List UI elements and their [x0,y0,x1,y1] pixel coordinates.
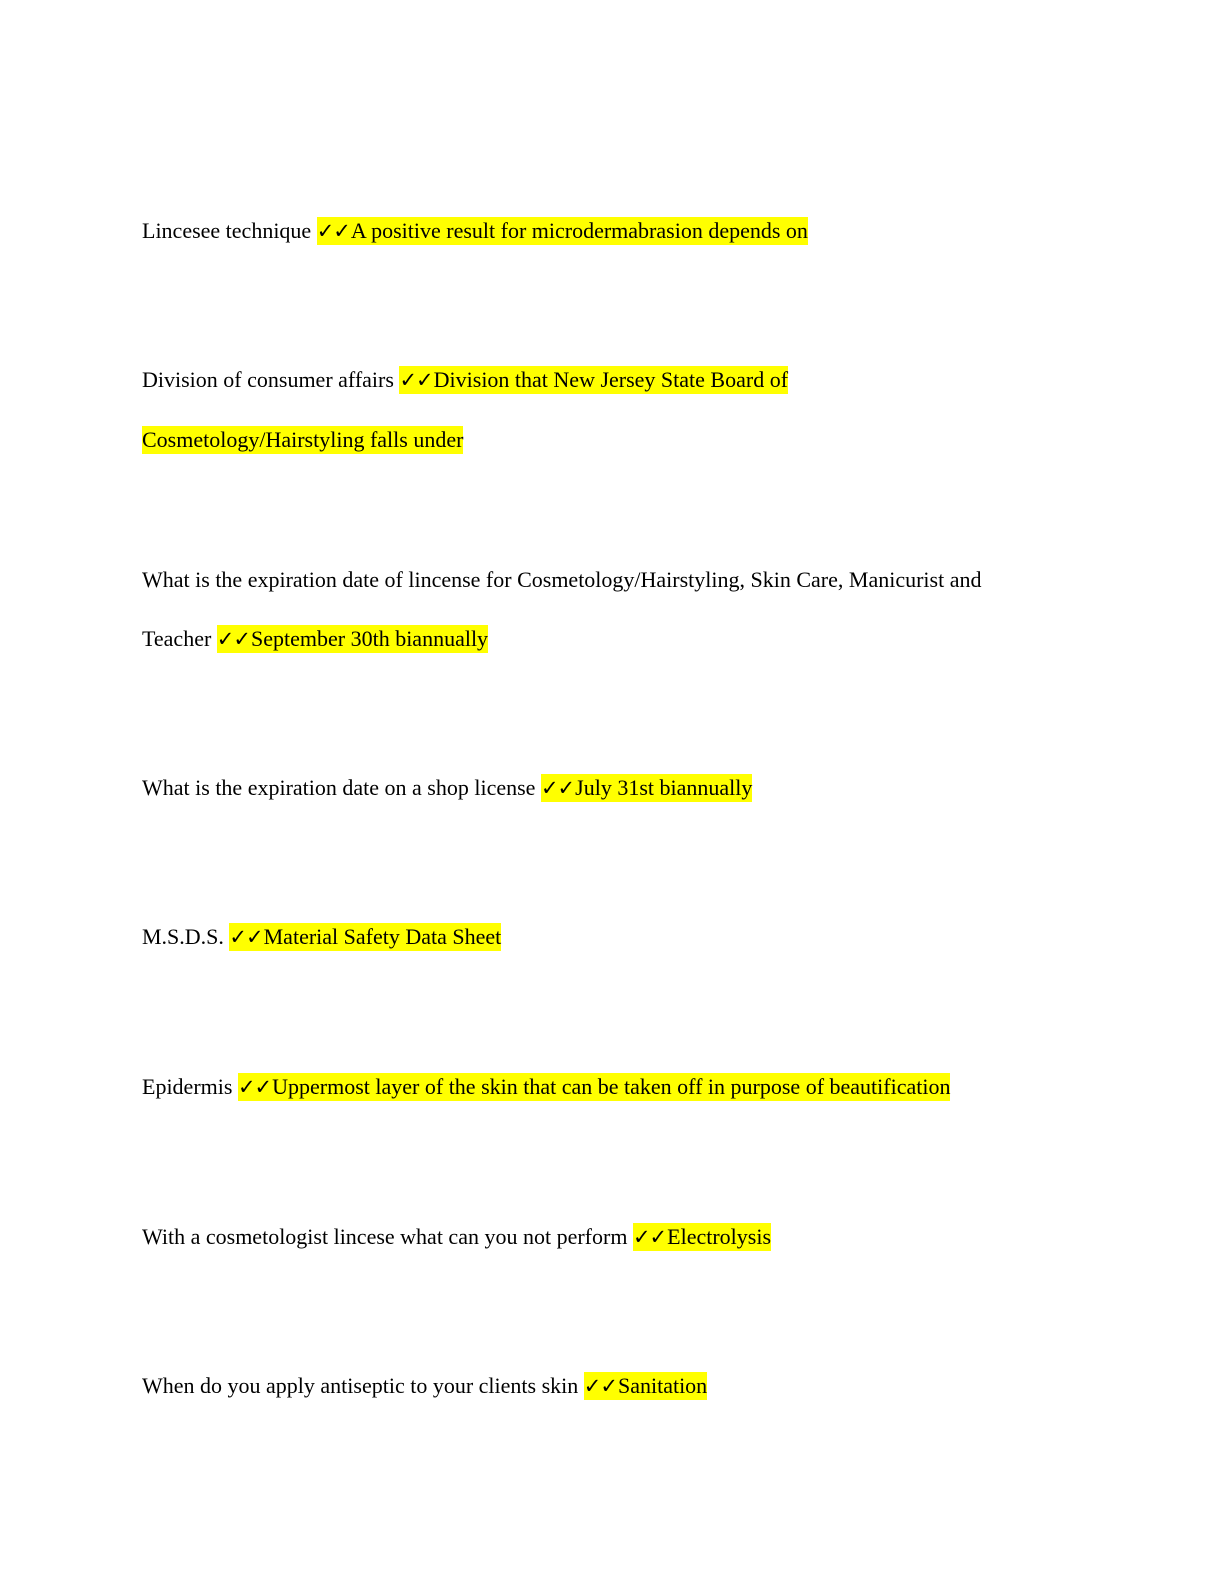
card-answer-highlight [217,625,488,653]
card-answer-highlight [584,1372,707,1400]
flashcard-line [142,216,808,246]
double-check-icon: ✓✓ [316,219,350,243]
card-answer-highlight [399,366,788,394]
flashcard-line [142,624,488,654]
card-term-continued: Teacher [142,626,212,651]
card-term: With a cosmetologist lincese what can you not perform [142,1224,628,1249]
card-answer-highlight [541,774,752,802]
card-term: M.S.D.S. [142,924,224,949]
flashcard-line [142,1072,950,1102]
double-check-icon: ✓✓ [540,776,575,800]
card-answer-highlight [633,1223,771,1251]
card-definition: Electrolysis [667,1224,772,1249]
card-definition: Material Safety Data Sheet [263,924,502,949]
card-definition: September 30th biannually [251,626,489,651]
double-check-icon: ✓✓ [632,1225,667,1249]
flashcard-line [142,1222,771,1252]
card-term: What is the expiration date on a shop license [142,775,536,800]
flashcard-line [142,565,981,595]
flashcard-line [142,365,788,395]
double-check-icon: ✓✓ [399,368,433,392]
double-check-icon: ✓✓ [583,1374,617,1398]
card-definition: July 31st biannually [575,775,753,800]
flashcard-line [142,425,463,455]
double-check-icon: ✓✓ [229,925,263,949]
double-check-icon: ✓✓ [216,627,250,651]
card-definition-continued: Cosmetology/Hairstyling falls under [142,427,464,452]
card-definition: Sanitation [617,1373,708,1398]
card-term: What is the expiration date of lincense for Cosmetology/Hairstyling, Skin Care, Manicurist and [142,567,982,592]
card-answer-highlight [317,217,808,245]
card-definition: A positive result for microdermabrasion depends on [350,218,808,243]
flashcard-line [142,773,752,803]
double-check-icon: ✓✓ [237,1075,272,1099]
card-definition: Uppermost layer of the skin that can be taken off in purpose of beautification [272,1074,951,1099]
card-definition: Division that New Jersey State Board of [433,367,789,392]
card-answer-highlight [238,1073,951,1101]
card-term: Lincesee technique [142,218,312,243]
flashcard-line [142,1371,707,1401]
card-term: Epidermis [142,1074,233,1099]
card-answer-highlight [229,923,501,951]
card-term: Division of consumer affairs [142,367,394,392]
card-term: When do you apply antiseptic to your clients skin [142,1373,579,1398]
flashcard-line [142,922,501,952]
